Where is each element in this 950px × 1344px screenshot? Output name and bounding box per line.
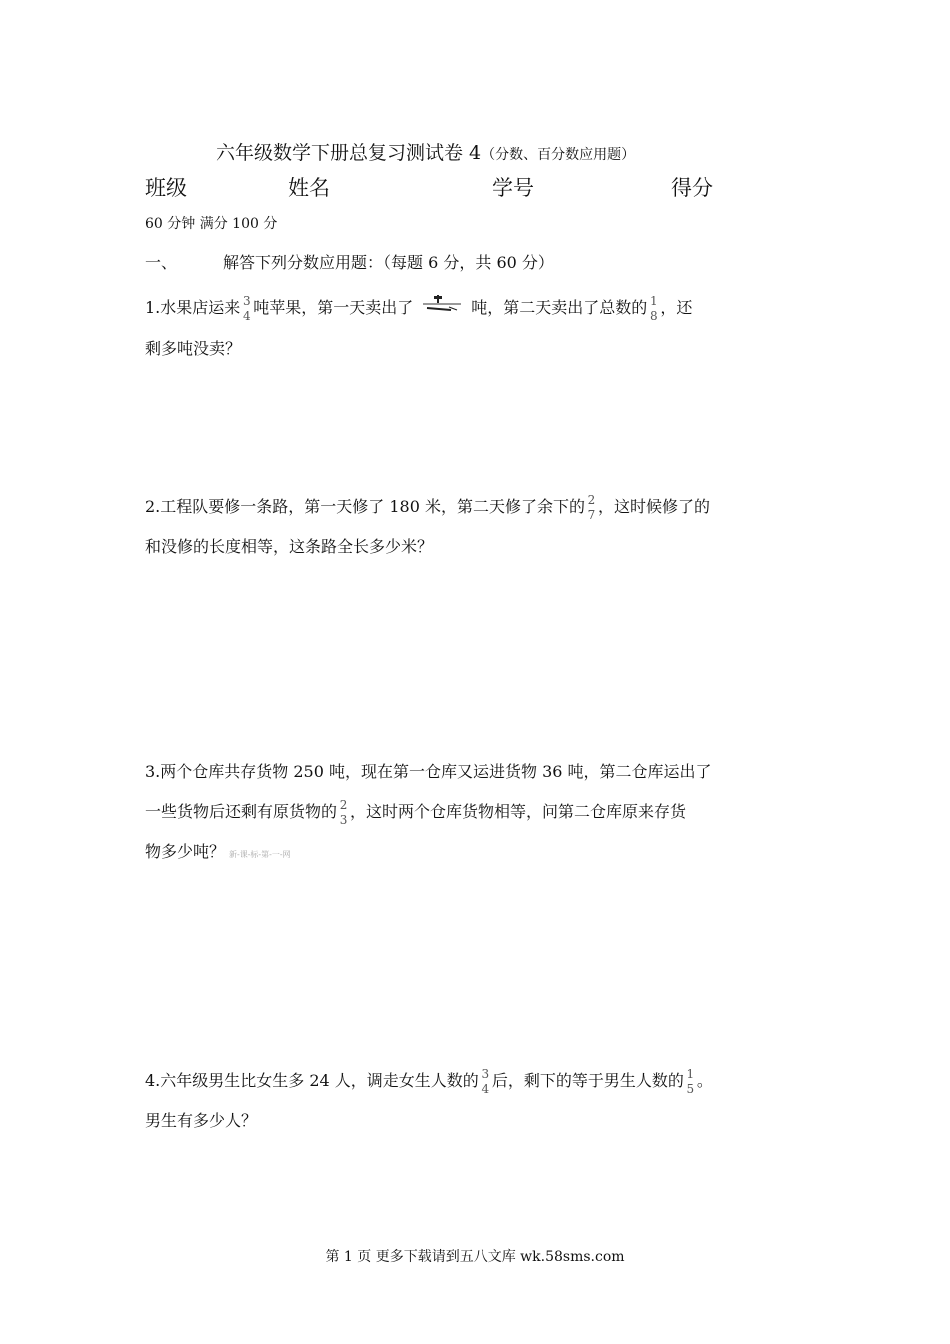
field-id-label: 学号	[492, 176, 534, 200]
question-3-line-3: 物多少吨？ 新-课-标-第-一-网	[145, 842, 291, 861]
title-main: 六年级数学下册总复习测试卷 4	[216, 142, 482, 164]
page-title	[216, 138, 635, 165]
fraction: $\frac{2}{7}$	[587, 493, 596, 522]
garbled-fraction-image	[421, 289, 463, 329]
question-3-line-1: 3.两个仓库共存货物 250 吨，现在第一仓库又运进货物 36 吨，第二仓库运出了	[145, 762, 712, 781]
section-heading	[145, 250, 554, 273]
question-4	[145, 1061, 713, 1141]
section-number: 一、	[145, 253, 178, 272]
question-4-line-2: 男生有多少人？	[145, 1111, 258, 1130]
page-footer: 第 1 页 更多下载请到五八文库 wk.58sms.com	[325, 1249, 625, 1265]
field-name-label: 姓名	[288, 176, 330, 200]
section-title: 解答下列分数应用题：（每题 6 分，共 60 分）	[223, 253, 554, 272]
field-class-label: 班级	[145, 176, 187, 200]
fraction: $\frac{3}{4}$	[242, 294, 251, 323]
fraction: $\frac{1}{5}$	[686, 1067, 695, 1096]
question-1-line-2: 剩多吨没卖？	[145, 338, 242, 358]
title-subtitle: （分数、百分数应用题）	[481, 147, 636, 163]
question-1	[145, 288, 692, 369]
question-3-line-2: 一些货物后还剩有原货物的 $\frac{2}{3}$ ，这时两个仓库货物相等，问第二仓库原来存货	[145, 798, 687, 827]
question-3	[145, 752, 712, 875]
question-4-line-1: 4.六年级男生比女生多 24 人，调走女生人数的 $\frac{3}{4}$ 后，剩下的等于男生人数的 $\frac{1}{5}$ 。	[145, 1067, 713, 1096]
question-1-line-1: 1.水果店运来 $\frac{3}{4}$ 吨苹果，第一天卖出了 吨，第二天卖出了总数的 $\frac{1}{8}$ ，还	[145, 288, 692, 329]
fraction: $\frac{3}{4}$	[481, 1067, 490, 1096]
question-2	[145, 487, 710, 567]
watermark-text: 新-课-标-第-一-网	[229, 850, 291, 859]
fraction: $\frac{2}{3}$	[339, 798, 348, 827]
field-score-label: 得分	[671, 176, 713, 200]
exam-meta: 60 分钟 满分 100 分	[145, 216, 278, 232]
fraction: $\frac{1}{8}$	[649, 294, 658, 323]
question-2-line-1: 2.工程队要修一条路，第一天修了 180 米，第二天修了余下的 $\frac{2}{7}$ ，这时候修了的	[145, 493, 710, 522]
question-2-line-2: 和没修的长度相等，这条路全长多少米？	[145, 537, 434, 556]
